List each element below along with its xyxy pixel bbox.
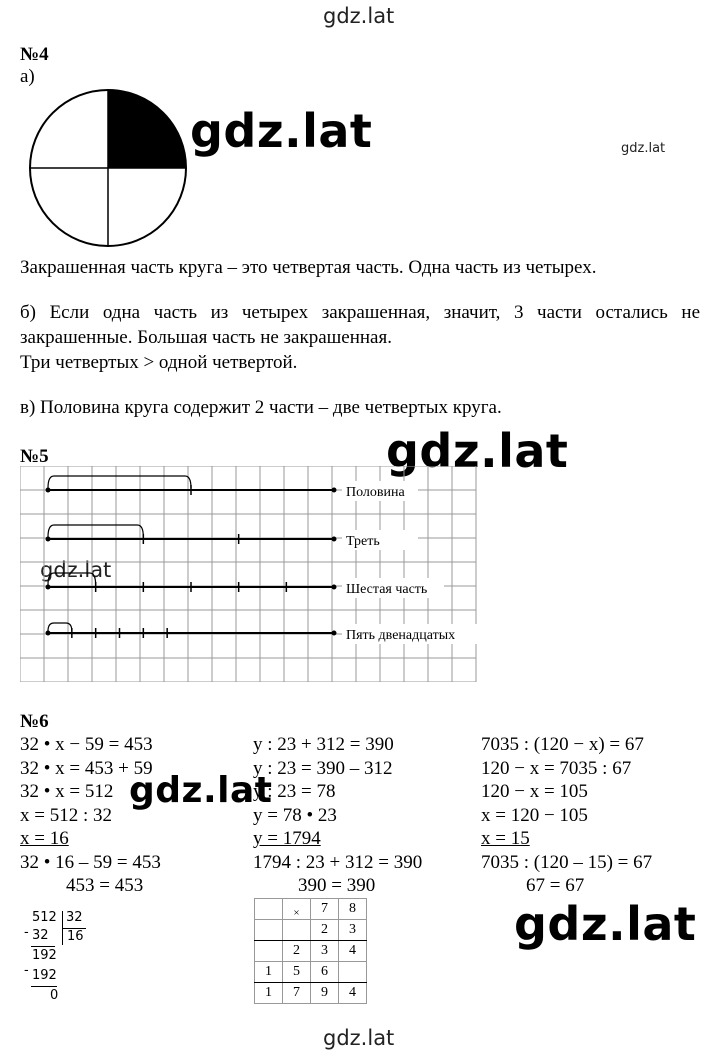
division-step-2: 192 bbox=[32, 968, 57, 983]
watermark-circle: gdz.lat bbox=[190, 104, 373, 158]
multiplication-cell: 3 bbox=[311, 941, 339, 962]
division-remainder-1: 192 bbox=[32, 948, 57, 963]
watermark-bottom: gdz.lat bbox=[323, 1026, 395, 1050]
equation-column-1 bbox=[20, 733, 161, 898]
watermark-grid-left: gdz.lat bbox=[40, 558, 112, 582]
eq2-line: y : 23 = 78 bbox=[253, 781, 336, 802]
segment-label: Половина bbox=[346, 485, 405, 500]
multiplication-cell: 4 bbox=[339, 941, 367, 962]
eq1-line: 32 • x = 453 + 59 bbox=[20, 757, 153, 779]
eq2-line: y : 23 + 312 = 390 bbox=[253, 734, 394, 755]
task4-part-a: а) bbox=[20, 66, 35, 87]
multiplication-cell: 9 bbox=[311, 983, 339, 1004]
multiplication-cell: 1 bbox=[255, 962, 283, 983]
division-minus-2: - bbox=[24, 963, 29, 978]
eq3-check: 67 = 67 bbox=[526, 875, 585, 896]
task5-number: №5 bbox=[20, 446, 49, 467]
segment-label: Пять двенадцатых bbox=[346, 628, 456, 643]
multiplication-cell: × bbox=[283, 899, 311, 920]
segment-endpoint bbox=[332, 488, 337, 493]
eq1-line: 32 • x − 59 = 453 bbox=[20, 734, 153, 755]
multiplication-row bbox=[255, 941, 367, 962]
multiplication-cell bbox=[255, 941, 283, 962]
eq2-check: 390 = 390 bbox=[298, 875, 376, 896]
eq3-line: 7035 : (120 – 15) = 67 bbox=[481, 851, 653, 873]
segment-endpoint bbox=[332, 585, 337, 590]
task4-answer-a: Закрашенная часть круга – это четвертая часть. Одна часть из четырех. bbox=[20, 257, 597, 278]
segment-grid bbox=[20, 466, 480, 682]
division-quotient: 16 bbox=[67, 929, 84, 944]
eq1-line: x = 512 : 32 bbox=[20, 804, 112, 826]
circle-diagram bbox=[26, 86, 190, 250]
task4-answer-c: в) Половина круга содержит 2 части – две четвертых круга. bbox=[20, 397, 502, 418]
eq1-answer: x = 16 bbox=[20, 828, 69, 849]
multiplication-cell bbox=[255, 920, 283, 941]
equation-column-3 bbox=[481, 733, 652, 898]
segment-endpoint bbox=[332, 631, 337, 636]
eq3-line: 120 − x = 7035 : 67 bbox=[481, 757, 632, 779]
multiplication-cell: 5 bbox=[283, 962, 311, 983]
division-divisor: 32 bbox=[66, 910, 83, 925]
division-step-1: 32 bbox=[32, 928, 49, 943]
eq1-line: 32 • x = 512 bbox=[20, 781, 114, 802]
division-underline-1 bbox=[31, 946, 55, 947]
segment-bracket bbox=[48, 476, 191, 488]
segment-endpoint bbox=[46, 585, 51, 590]
multiplication-row bbox=[255, 983, 367, 1004]
multiplication-row bbox=[255, 920, 367, 941]
segment-label: Шестая часть bbox=[346, 582, 428, 597]
watermark-grid: gdz.lat bbox=[386, 424, 569, 478]
division-underline-2 bbox=[31, 986, 57, 987]
multiplication-cell: 4 bbox=[339, 983, 367, 1004]
segment-endpoint bbox=[46, 537, 51, 542]
multiplication-row bbox=[255, 962, 367, 983]
multiplication-cell bbox=[283, 920, 311, 941]
multiplication-cell: 6 bbox=[311, 962, 339, 983]
watermark-top: gdz.lat bbox=[323, 4, 395, 28]
multiplication-cell: 7 bbox=[311, 899, 339, 920]
segment-bracket bbox=[48, 573, 96, 585]
watermark-corner: gdz.lat bbox=[621, 141, 666, 156]
eq3-line: 7035 : (120 − x) = 67 bbox=[481, 734, 644, 755]
task6-number: №6 bbox=[20, 711, 49, 732]
equation-column-2 bbox=[253, 733, 422, 898]
segment-endpoint bbox=[46, 631, 51, 636]
multiplication-cell: 3 bbox=[339, 920, 367, 941]
watermark-equations: gdz.lat bbox=[129, 770, 273, 811]
eq2-answer: y = 1794 bbox=[253, 828, 321, 849]
eq1-line: 32 • 16 – 59 = 453 bbox=[20, 851, 161, 873]
multiplication-cell: 2 bbox=[283, 941, 311, 962]
task4-answer-b-line1: б) Если одна часть из четырех закрашенная, значит, 3 части остались не bbox=[20, 302, 700, 323]
division-minus-1: - bbox=[24, 925, 29, 940]
eq2-line: 1794 : 23 + 312 = 390 bbox=[253, 851, 423, 873]
eq3-line: x = 120 − 105 bbox=[481, 804, 588, 826]
long-division bbox=[22, 910, 102, 1010]
task4-number: №4 bbox=[20, 44, 49, 65]
segment-endpoint bbox=[332, 537, 337, 542]
eq3-line: 120 − x = 105 bbox=[481, 781, 588, 802]
eq2-line: y = 78 • 23 bbox=[253, 804, 337, 826]
division-remainder-2: 0 bbox=[50, 988, 59, 1003]
multiplication-cell: 8 bbox=[339, 899, 367, 920]
multiplication-cell bbox=[339, 962, 367, 983]
segment-endpoint bbox=[46, 488, 51, 493]
eq2-line: y : 23 = 390 – 312 bbox=[253, 757, 393, 779]
multiplication-table bbox=[254, 898, 367, 1004]
multiplication-cell: 1 bbox=[255, 983, 283, 1004]
eq3-answer: x = 15 bbox=[481, 828, 530, 849]
multiplication-row bbox=[255, 899, 367, 920]
multiplication-cell: 2 bbox=[311, 920, 339, 941]
task4-answer-b-line2: закрашенные. Большая часть не закрашенная. bbox=[20, 327, 392, 348]
multiplication-cell: 7 bbox=[283, 983, 311, 1004]
eq1-check: 453 = 453 bbox=[66, 875, 144, 896]
multiplication-cell bbox=[255, 899, 283, 920]
segment-label: Треть bbox=[346, 534, 380, 549]
division-dividend: 512 bbox=[32, 910, 57, 925]
watermark-bottom-right: gdz.lat bbox=[514, 897, 697, 951]
segment-bracket bbox=[48, 525, 143, 537]
task4-answer-b-line3: Три четвертых > одной четвертой. bbox=[20, 352, 298, 373]
